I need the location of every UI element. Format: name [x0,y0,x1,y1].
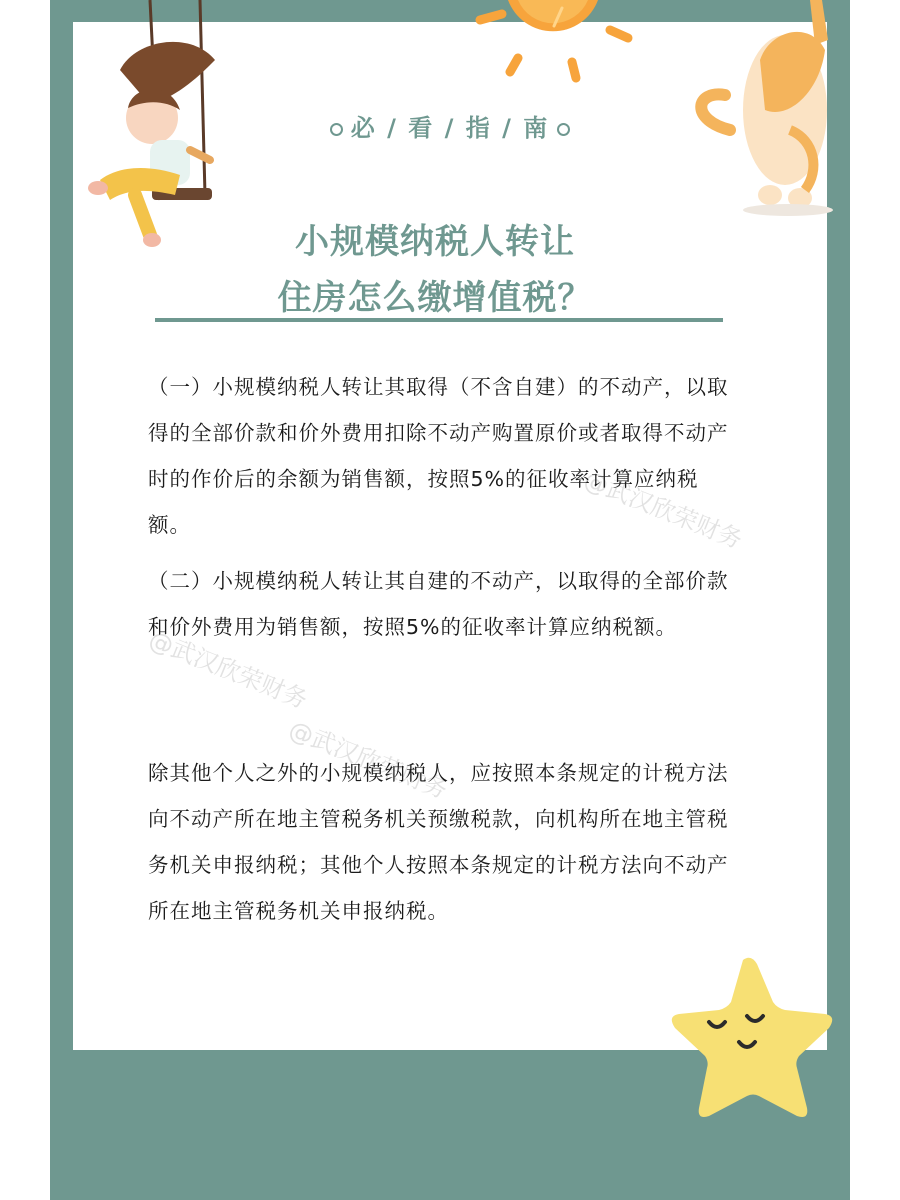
paragraph-3: 除其他个人之外的小规模纳税人，应按照本条规定的计税方法向不动产所在地主管税务机关预缴税款，向机构所在地主管税务机关申报纳税；其他个人按照本条规定的计税方法向不动产所在地主管税务机关申报纳税。 [148,761,729,923]
guide-tagline [0,108,900,143]
paragraph-1: （一）小规模纳税人转让其取得（不含自建）的不动产，以取得的全部价款和价外费用扣除不动产购置原价或者取得不动产时的作价后的余额为销售额，按照5%的征收率计算应纳税额。 [148,375,729,537]
watermark-text: @武汉欣荣财务 [144,625,312,715]
watermark-text: @武汉欣荣财务 [579,465,747,555]
guide-tagline-text: 必 / 看 / 指 / 南 [350,114,550,142]
page-title-line-1: 小规模纳税人转让 [295,222,575,262]
circle-icon [557,123,570,136]
page-title-line-2: 住房怎么缴增值税？ [277,278,593,318]
title-underline [155,318,723,322]
watermark-text: @武汉欣荣财务 [284,715,452,805]
circle-icon [330,123,343,136]
smiling-star-illustration [655,950,845,1130]
paragraph-2: （二）小规模纳税人转让其自建的不动产，以取得的全部价款和价外费用为销售额，按照5%的征收率计算应纳税额。 [148,569,729,639]
sun-icon [470,0,640,90]
